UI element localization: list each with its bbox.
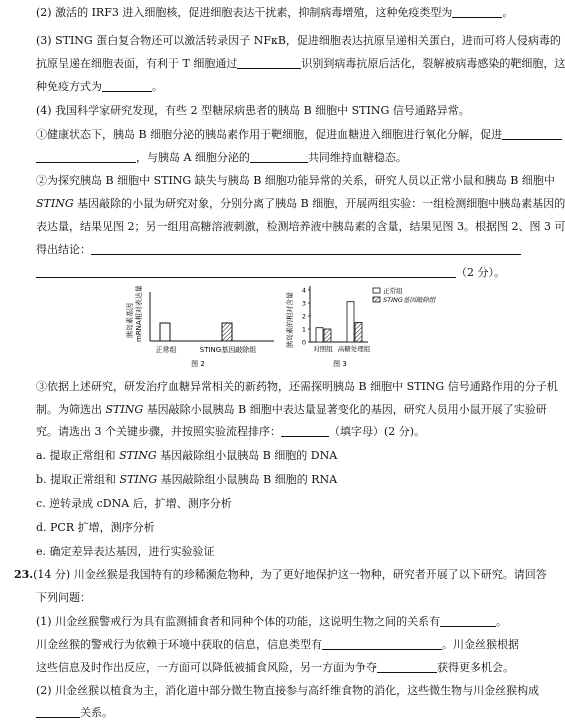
q23-s1-line-1: [36, 615, 522, 629]
q23-s1-answer-blank-2[interactable]: [322, 638, 442, 650]
q2-text-end: 。: [502, 6, 514, 19]
q4-p2-line-3: [36, 220, 565, 234]
q4-p1-text-2a: ，与胰岛 A 细胞分泌的: [136, 151, 250, 164]
figure-3-ylabel: 胰岛素的相对含量: [286, 292, 294, 348]
figure-3-legend-normal: 正常组: [383, 287, 403, 295]
q4-p1-answer-blank-2[interactable]: [36, 151, 136, 163]
q2-line-1: [36, 6, 522, 20]
figure-2-ylabel-1: 胰岛素基因: [126, 303, 134, 338]
q23-s2-text-2: 关系。: [80, 706, 113, 719]
option-a-gene-name: STING: [119, 449, 157, 462]
figure-2-bar-normal: [160, 323, 170, 341]
q4-p1-answer-blank-1[interactable]: [502, 128, 562, 140]
q4-p2-line-4: [36, 243, 522, 257]
q4-p1-line-2: [36, 151, 522, 165]
q23-s1-answer-blank-3[interactable]: [377, 661, 437, 673]
q4-p3-text-2a: 制。为筛选出: [36, 403, 106, 416]
q23-s1-text-3b: 获得更多机会。: [437, 661, 514, 674]
q23-s2-line-2: [36, 706, 522, 720]
option-e: [36, 545, 215, 559]
q4-p1-line-1: [36, 128, 522, 142]
q4-p3-line-1: [36, 380, 558, 394]
figure-3-ytick-label: 2: [301, 312, 306, 321]
option-e-text: e. 确定差异表达基因，进行实验验证: [36, 545, 215, 558]
q23-line-2: [36, 591, 522, 605]
q4-p2-answer-blank-2[interactable]: [36, 266, 456, 278]
q4-p2-gene-name: STING: [36, 197, 74, 210]
figure-2-bar-knockout: [222, 323, 232, 341]
q23-s1-line-3: [36, 661, 522, 675]
figure-3-xtick-control: 对照组: [313, 345, 333, 353]
figure-3-yticks: [302, 287, 310, 347]
q4-p3-answer-blank[interactable]: [281, 425, 329, 437]
q23-s2-answer-blank[interactable]: [36, 706, 80, 718]
figure-3-caption: 图 3: [333, 360, 347, 368]
q4-p2-text-1: ②为探究胰岛 B 细胞中 STING 缺失与胰岛 B 细胞功能异常的关系，研究人员以正常小鼠和胰岛 B 细胞中: [36, 174, 555, 187]
figure-3-bar-normal-control: [316, 328, 323, 342]
figure-2-xtick-knockout: STING基因敲除组: [199, 346, 257, 354]
option-b: [36, 473, 337, 487]
q4-p2-text-3: 表达量，结果见图 2；另一组用高糖溶液刺激，检测培养液中胰岛素的含量，结果见图 3。根据图 2、图 3 可: [36, 220, 565, 233]
q4-p2-text-4: 得出结论：: [36, 243, 91, 256]
q3-line-3: [36, 80, 522, 94]
q3-text-3a: 种免疫方式为: [36, 80, 102, 93]
q3-answer-blank-1[interactable]: [237, 57, 301, 69]
option-b-text-2: 基因敲除组小鼠胰岛 B 细胞的 RNA: [157, 473, 338, 486]
q23-s1-text-2b: 。川金丝猴根据: [442, 638, 519, 651]
q3-text-2b: 识别到病毒抗原后活化，裂解被病毒感染的靶细胞，这: [301, 57, 565, 70]
option-a: [36, 449, 337, 463]
q4-p1-answer-blank-3[interactable]: [250, 151, 308, 163]
q4-p3-text-3a: 究。请选出 3 个关键步骤，并按照实验流程排序：: [36, 425, 281, 438]
q23-s2-text-1: (2) 川金丝猴以植食为主，消化道中部分微生物直接参与高纤维食物的消化，这些微生物与川金丝猴构成: [36, 684, 540, 697]
q3-text-2a: 抗原呈递在细胞表面，有利于 T 细胞通过: [36, 57, 238, 70]
q23-text-2: 下列问题：: [36, 591, 91, 604]
q3-text-1: (3) STING 蛋白复合物还可以激活转录因子 NFκB，促进细胞表达抗原呈递相关蛋白，进而可将人侵病毒的: [36, 34, 561, 47]
q4-p3-gene-name: STING: [105, 403, 144, 416]
q2-text: (2) 激活的 IRF3 进入细胞核，促进细胞表达干扰素，抑制病毒增殖，这种免疫类型为: [36, 6, 453, 19]
figure-3: [288, 282, 438, 372]
q4-p3-text-1: ③依据上述研究，研发治疗血糖异常相关的新药物，还需探明胰岛 B 细胞中 STING 信号通路作用的分子机: [36, 380, 558, 393]
option-d: [36, 521, 155, 535]
figure-2-caption: 图 2: [191, 360, 205, 368]
option-c: [36, 497, 232, 511]
q23-text-1: (14 分) 川金丝猴是我国特有的珍稀濒危物种，为了更好地保护这一物种，研究者开展了以下研究。请回答: [33, 568, 547, 581]
q4-p2-text-2: 基因敲除的小鼠为研究对象，分别分离了胰岛 B 细胞，开展两组实验：一组检测细胞中胰岛素基因的: [73, 197, 565, 210]
q4-line-1: [36, 104, 522, 118]
q4-p3-line-2: [36, 403, 547, 417]
option-d-text: d. PCR 扩增，测序分析: [36, 521, 155, 534]
figure-3-bar-normal-highglucose: [347, 302, 354, 342]
figure-3-legend-swatch-normal: [373, 288, 380, 293]
q4-p3-text-2b: 基因敲除小鼠胰岛 B 细胞中表达量显著变化的基因，研究人员用小鼠开展了实验研: [143, 403, 547, 416]
figure-2-svg: [128, 286, 278, 372]
q23-line-1: [14, 568, 547, 582]
q23-number: 23.: [14, 568, 34, 581]
option-c-text: c. 逆转录成 cDNA 后，扩增、测序分析: [36, 497, 232, 510]
figure-2-xtick-normal: 正常组: [155, 346, 177, 354]
q23-s1-answer-blank-1[interactable]: [440, 615, 496, 627]
figure-2-ylabel-2: mRNA相对表达量: [135, 285, 143, 342]
q4-p1-text-2b: 共同维持血糖稳态。: [307, 151, 407, 164]
q23-s2-line-1: [36, 684, 540, 698]
q4-p2-line-1: [36, 174, 555, 188]
figure-3-bar-knockout-highglucose: [355, 323, 362, 343]
figure-3-ytick-label: 4: [301, 286, 306, 295]
q4-p3-line-3: [36, 425, 522, 439]
q4-p3-text-3b: （填字母）(2 分)。: [329, 425, 426, 438]
q3-line-2: [36, 57, 565, 71]
figure-2: [128, 286, 278, 372]
q2-answer-blank[interactable]: [452, 6, 502, 18]
figure-3-legend-knockout: STING基因敲除组: [383, 296, 436, 304]
figure-3-bars: [316, 302, 362, 342]
q4-p2-answer-blank-1[interactable]: [91, 243, 521, 255]
option-b-gene-name: STING: [119, 473, 158, 486]
figure-3-ytick-label: 0: [301, 338, 306, 347]
option-b-text-1: b. 提取正常组和: [36, 473, 120, 486]
q4-p2-score: （2 分）。: [456, 266, 505, 279]
option-a-text-2: 基因敲除组小鼠胰岛 B 细胞的 DNA: [156, 449, 338, 462]
q23-s1-text-3a: 这些信息及时作出反应，一方面可以降低被捕食风险，另一方面为争夺: [36, 661, 377, 674]
figure-3-ytick-label: 1: [301, 325, 306, 334]
figure-3-bar-knockout-control: [324, 329, 331, 342]
q4-p2-line-5: [36, 266, 522, 280]
q23-s1-text-1b: 。: [496, 615, 508, 628]
figure-3-xtick-highglucose: 高糖处理组: [337, 345, 371, 353]
figure-3-ytick-label: 3: [301, 299, 306, 308]
q4-text-1: (4) 我国科学家研究发现，有些 2 型糖尿病患者的胰岛 B 细胞中 STING 信号通路异常。: [36, 104, 470, 117]
q3-line-1: [36, 34, 561, 48]
q23-s1-text-2a: 川金丝猴的警戒行为依赖于环境中获取的信息，信息类型有: [36, 638, 322, 651]
q23-s1-text-1a: (1) 川金丝猴警戒行为具有监测捕食者和同种个体的功能，这说明生物之间的关系有: [36, 615, 441, 628]
figure-3-svg: [288, 282, 438, 372]
q4-p2-line-2: [36, 197, 565, 211]
figure-3-legend-swatch-knockout: [373, 297, 380, 302]
option-a-text-1: a. 提取正常组和: [36, 449, 120, 462]
q4-p1-text-1: ①健康状态下，胰岛 B 细胞分泌的胰岛素作用于靶细胞，促进血糖进入细胞进行氧化分解，促进: [36, 128, 503, 141]
q3-answer-blank-2[interactable]: [102, 80, 152, 92]
q3-text-3b: 。: [152, 80, 163, 93]
q23-s1-line-2: [36, 638, 522, 652]
